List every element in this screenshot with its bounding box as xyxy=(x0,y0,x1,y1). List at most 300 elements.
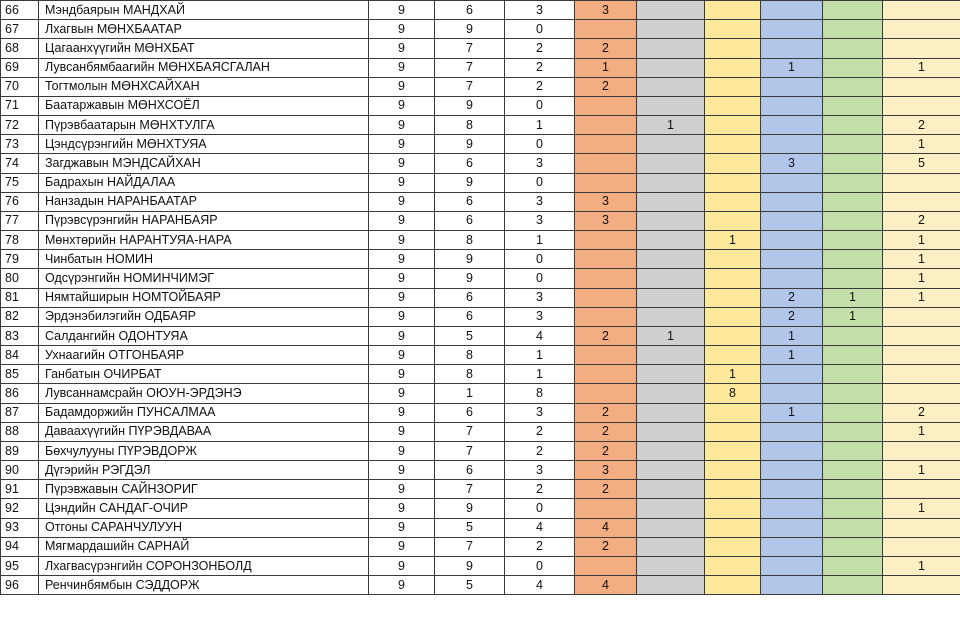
student-name: Лхагвасүрэнгийн СОРОНЗОНБОЛД xyxy=(39,556,369,575)
absent-count: 0 xyxy=(505,556,575,575)
category-3-cell xyxy=(705,422,761,441)
row-number: 96 xyxy=(1,576,39,595)
absent-count: 2 xyxy=(505,441,575,460)
category-4-cell xyxy=(761,116,823,135)
total-count: 9 xyxy=(369,365,435,384)
student-name: Отгоны САРАНЧУЛУУН xyxy=(39,518,369,537)
row-number: 79 xyxy=(1,250,39,269)
total-count: 9 xyxy=(369,77,435,96)
table-row xyxy=(1,461,960,480)
table-row xyxy=(1,77,960,96)
category-4-cell xyxy=(761,365,823,384)
category-1-cell: 4 xyxy=(575,576,637,595)
category-4-cell: 3 xyxy=(761,154,823,173)
category-5-cell xyxy=(823,192,883,211)
category-4-cell xyxy=(761,422,823,441)
total-count: 9 xyxy=(369,403,435,422)
category-1-cell xyxy=(575,116,637,135)
total-count: 9 xyxy=(369,58,435,77)
table-row xyxy=(1,576,960,595)
absent-count: 3 xyxy=(505,154,575,173)
category-1-cell xyxy=(575,135,637,154)
category-1-cell xyxy=(575,499,637,518)
table-row xyxy=(1,58,960,77)
student-name: Ренчинбямбын СЭДДОРЖ xyxy=(39,576,369,595)
category-6-cell: 1 xyxy=(883,269,960,288)
category-2-cell xyxy=(637,135,705,154)
category-6-cell: 5 xyxy=(883,154,960,173)
table-row xyxy=(1,173,960,192)
category-5-cell xyxy=(823,422,883,441)
row-number: 72 xyxy=(1,116,39,135)
category-1-cell: 2 xyxy=(575,39,637,58)
category-5-cell xyxy=(823,173,883,192)
category-1-cell xyxy=(575,154,637,173)
category-3-cell xyxy=(705,58,761,77)
present-count: 5 xyxy=(435,518,505,537)
category-2-cell xyxy=(637,576,705,595)
row-number: 93 xyxy=(1,518,39,537)
category-6-cell xyxy=(883,384,960,403)
category-3-cell: 1 xyxy=(705,231,761,250)
table-row xyxy=(1,403,960,422)
table-row xyxy=(1,480,960,499)
category-1-cell xyxy=(575,556,637,575)
present-count: 6 xyxy=(435,1,505,20)
category-6-cell xyxy=(883,537,960,556)
table-row xyxy=(1,556,960,575)
category-3-cell xyxy=(705,211,761,230)
present-count: 8 xyxy=(435,365,505,384)
total-count: 9 xyxy=(369,192,435,211)
category-4-cell xyxy=(761,250,823,269)
category-5-cell xyxy=(823,576,883,595)
category-2-cell xyxy=(637,250,705,269)
category-2-cell xyxy=(637,556,705,575)
category-3-cell xyxy=(705,288,761,307)
present-count: 7 xyxy=(435,39,505,58)
category-2-cell xyxy=(637,346,705,365)
row-number: 78 xyxy=(1,231,39,250)
category-1-cell: 2 xyxy=(575,77,637,96)
student-name: Бөхчулууны ПҮРЭВДОРЖ xyxy=(39,441,369,460)
present-count: 8 xyxy=(435,231,505,250)
category-3-cell: 8 xyxy=(705,384,761,403)
table-row xyxy=(1,154,960,173)
category-2-cell xyxy=(637,480,705,499)
student-name: Лхагвын МӨНХБААТАР xyxy=(39,20,369,39)
category-3-cell xyxy=(705,269,761,288)
absent-count: 2 xyxy=(505,537,575,556)
category-1-cell xyxy=(575,365,637,384)
category-1-cell xyxy=(575,384,637,403)
category-1-cell: 2 xyxy=(575,403,637,422)
category-5-cell xyxy=(823,403,883,422)
category-1-cell: 2 xyxy=(575,326,637,345)
category-6-cell: 1 xyxy=(883,250,960,269)
category-4-cell xyxy=(761,135,823,154)
absent-count: 4 xyxy=(505,326,575,345)
category-6-cell xyxy=(883,441,960,460)
category-6-cell xyxy=(883,576,960,595)
category-1-cell xyxy=(575,269,637,288)
absent-count: 2 xyxy=(505,422,575,441)
present-count: 7 xyxy=(435,480,505,499)
category-2-cell xyxy=(637,1,705,20)
category-4-cell xyxy=(761,480,823,499)
absent-count: 1 xyxy=(505,365,575,384)
category-2-cell xyxy=(637,39,705,58)
row-number: 91 xyxy=(1,480,39,499)
table-row xyxy=(1,211,960,230)
category-6-cell xyxy=(883,173,960,192)
category-3-cell xyxy=(705,556,761,575)
category-5-cell xyxy=(823,499,883,518)
row-number: 66 xyxy=(1,1,39,20)
absent-count: 0 xyxy=(505,499,575,518)
category-1-cell xyxy=(575,346,637,365)
category-3-cell xyxy=(705,96,761,115)
row-number: 74 xyxy=(1,154,39,173)
total-count: 9 xyxy=(369,499,435,518)
row-number: 76 xyxy=(1,192,39,211)
total-count: 9 xyxy=(369,556,435,575)
present-count: 6 xyxy=(435,307,505,326)
category-3-cell xyxy=(705,1,761,20)
category-3-cell xyxy=(705,192,761,211)
category-1-cell: 2 xyxy=(575,537,637,556)
absent-count: 3 xyxy=(505,211,575,230)
row-number: 81 xyxy=(1,288,39,307)
absent-count: 1 xyxy=(505,116,575,135)
category-5-cell xyxy=(823,384,883,403)
category-5-cell xyxy=(823,116,883,135)
table-row xyxy=(1,537,960,556)
student-name: Тогтмолын МӨНХСАЙХАН xyxy=(39,77,369,96)
present-count: 9 xyxy=(435,556,505,575)
row-number: 95 xyxy=(1,556,39,575)
category-4-cell xyxy=(761,518,823,537)
category-4-cell xyxy=(761,173,823,192)
row-number: 69 xyxy=(1,58,39,77)
total-count: 9 xyxy=(369,441,435,460)
category-6-cell xyxy=(883,77,960,96)
row-number: 90 xyxy=(1,461,39,480)
present-count: 6 xyxy=(435,403,505,422)
total-count: 9 xyxy=(369,135,435,154)
category-4-cell: 1 xyxy=(761,346,823,365)
category-1-cell: 3 xyxy=(575,461,637,480)
absent-count: 8 xyxy=(505,384,575,403)
student-name: Мэндбаярын МАНДХАЙ xyxy=(39,1,369,20)
table-row xyxy=(1,307,960,326)
student-name: Баатаржавын МӨНХСОЁЛ xyxy=(39,96,369,115)
student-name: Ухнаагийн ОТГОНБАЯР xyxy=(39,346,369,365)
category-2-cell xyxy=(637,231,705,250)
table-row xyxy=(1,441,960,460)
table-row xyxy=(1,499,960,518)
total-count: 9 xyxy=(369,269,435,288)
category-4-cell xyxy=(761,269,823,288)
category-6-cell xyxy=(883,365,960,384)
category-5-cell xyxy=(823,537,883,556)
table-row xyxy=(1,250,960,269)
table-row xyxy=(1,346,960,365)
present-count: 9 xyxy=(435,96,505,115)
present-count: 8 xyxy=(435,116,505,135)
category-2-cell xyxy=(637,211,705,230)
category-4-cell xyxy=(761,20,823,39)
category-3-cell: 1 xyxy=(705,365,761,384)
student-name: Лувсанбямбаагийн МӨНХБАЯСГАЛАН xyxy=(39,58,369,77)
absent-count: 0 xyxy=(505,96,575,115)
category-6-cell xyxy=(883,518,960,537)
total-count: 9 xyxy=(369,154,435,173)
category-5-cell xyxy=(823,326,883,345)
absent-count: 3 xyxy=(505,461,575,480)
category-6-cell: 1 xyxy=(883,288,960,307)
present-count: 5 xyxy=(435,326,505,345)
present-count: 9 xyxy=(435,20,505,39)
category-4-cell xyxy=(761,556,823,575)
row-number: 92 xyxy=(1,499,39,518)
table-row xyxy=(1,96,960,115)
table-row xyxy=(1,422,960,441)
category-4-cell xyxy=(761,39,823,58)
row-number: 85 xyxy=(1,365,39,384)
student-name: Дүгэрийн РЭГДЭЛ xyxy=(39,461,369,480)
watermark: МОНГОЛ УЛСЫН ИХ СУРГУ xyxy=(740,598,910,612)
category-2-cell: 1 xyxy=(637,326,705,345)
category-3-cell xyxy=(705,537,761,556)
total-count: 9 xyxy=(369,537,435,556)
table-row xyxy=(1,518,960,537)
student-name: Пүрэвжавын САЙНЗОРИГ xyxy=(39,480,369,499)
category-4-cell: 1 xyxy=(761,58,823,77)
category-6-cell: 2 xyxy=(883,211,960,230)
table-row xyxy=(1,365,960,384)
category-1-cell: 2 xyxy=(575,480,637,499)
absent-count: 2 xyxy=(505,480,575,499)
table-row xyxy=(1,20,960,39)
row-number: 75 xyxy=(1,173,39,192)
category-5-cell xyxy=(823,556,883,575)
category-4-cell xyxy=(761,96,823,115)
absent-count: 0 xyxy=(505,173,575,192)
category-6-cell: 1 xyxy=(883,58,960,77)
table-row xyxy=(1,326,960,345)
category-1-cell xyxy=(575,173,637,192)
student-name: Мөнхтөрийн НАРАНТУЯА-НАРА xyxy=(39,231,369,250)
category-4-cell xyxy=(761,441,823,460)
category-5-cell xyxy=(823,20,883,39)
category-4-cell xyxy=(761,576,823,595)
category-5-cell xyxy=(823,58,883,77)
present-count: 7 xyxy=(435,58,505,77)
category-5-cell xyxy=(823,39,883,58)
category-2-cell xyxy=(637,154,705,173)
category-2-cell xyxy=(637,384,705,403)
category-3-cell xyxy=(705,461,761,480)
row-number: 82 xyxy=(1,307,39,326)
absent-count: 1 xyxy=(505,231,575,250)
category-5-cell xyxy=(823,135,883,154)
present-count: 6 xyxy=(435,154,505,173)
absent-count: 1 xyxy=(505,346,575,365)
row-number: 68 xyxy=(1,39,39,58)
category-3-cell xyxy=(705,326,761,345)
category-2-cell xyxy=(637,20,705,39)
row-number: 73 xyxy=(1,135,39,154)
category-6-cell xyxy=(883,1,960,20)
category-1-cell xyxy=(575,288,637,307)
category-3-cell xyxy=(705,576,761,595)
category-1-cell xyxy=(575,231,637,250)
category-1-cell: 3 xyxy=(575,192,637,211)
category-1-cell xyxy=(575,307,637,326)
total-count: 9 xyxy=(369,20,435,39)
category-5-cell xyxy=(823,346,883,365)
category-3-cell xyxy=(705,135,761,154)
category-1-cell: 3 xyxy=(575,1,637,20)
student-name: Лувсаннамсрайн ОЮУН-ЭРДЭНЭ xyxy=(39,384,369,403)
category-4-cell xyxy=(761,461,823,480)
category-5-cell xyxy=(823,441,883,460)
total-count: 9 xyxy=(369,326,435,345)
total-count: 9 xyxy=(369,576,435,595)
category-6-cell: 1 xyxy=(883,461,960,480)
category-2-cell xyxy=(637,422,705,441)
category-5-cell xyxy=(823,518,883,537)
student-name: Ганбатын ОЧИРБАТ xyxy=(39,365,369,384)
category-6-cell: 1 xyxy=(883,422,960,441)
absent-count: 3 xyxy=(505,288,575,307)
student-name: Цагаанхүүгийн МӨНХБАТ xyxy=(39,39,369,58)
category-2-cell xyxy=(637,403,705,422)
category-2-cell xyxy=(637,461,705,480)
category-3-cell xyxy=(705,480,761,499)
category-4-cell: 2 xyxy=(761,307,823,326)
category-6-cell xyxy=(883,480,960,499)
student-name: Даваахүүгийн ПҮРЭВДАВАА xyxy=(39,422,369,441)
category-3-cell xyxy=(705,518,761,537)
student-name: Бадамдоржийн ПУНСАЛМАА xyxy=(39,403,369,422)
category-5-cell xyxy=(823,211,883,230)
table-row xyxy=(1,116,960,135)
present-count: 9 xyxy=(435,250,505,269)
category-3-cell xyxy=(705,346,761,365)
table-row xyxy=(1,269,960,288)
absent-count: 0 xyxy=(505,20,575,39)
total-count: 9 xyxy=(369,480,435,499)
row-number: 80 xyxy=(1,269,39,288)
row-number: 71 xyxy=(1,96,39,115)
total-count: 9 xyxy=(369,116,435,135)
category-2-cell xyxy=(637,173,705,192)
category-5-cell xyxy=(823,77,883,96)
absent-count: 3 xyxy=(505,192,575,211)
present-count: 6 xyxy=(435,211,505,230)
table-body xyxy=(1,1,960,595)
category-6-cell: 2 xyxy=(883,116,960,135)
student-name: Эрдэнэбилэгийн ОДБАЯР xyxy=(39,307,369,326)
category-2-cell xyxy=(637,192,705,211)
category-6-cell xyxy=(883,346,960,365)
category-3-cell xyxy=(705,250,761,269)
total-count: 9 xyxy=(369,518,435,537)
category-6-cell: 1 xyxy=(883,231,960,250)
category-4-cell: 2 xyxy=(761,288,823,307)
category-6-cell: 1 xyxy=(883,556,960,575)
absent-count: 0 xyxy=(505,250,575,269)
category-2-cell xyxy=(637,77,705,96)
category-1-cell xyxy=(575,96,637,115)
present-count: 9 xyxy=(435,269,505,288)
row-number: 86 xyxy=(1,384,39,403)
present-count: 7 xyxy=(435,77,505,96)
absent-count: 3 xyxy=(505,307,575,326)
category-3-cell xyxy=(705,173,761,192)
student-name: Цэндийн САНДАГ-ОЧИР xyxy=(39,499,369,518)
category-1-cell: 2 xyxy=(575,422,637,441)
present-count: 8 xyxy=(435,346,505,365)
category-1-cell: 1 xyxy=(575,58,637,77)
row-number: 67 xyxy=(1,20,39,39)
row-number: 70 xyxy=(1,77,39,96)
category-5-cell xyxy=(823,154,883,173)
student-name: Загджавын МЭНДСАЙХАН xyxy=(39,154,369,173)
category-1-cell: 4 xyxy=(575,518,637,537)
category-4-cell xyxy=(761,77,823,96)
category-6-cell xyxy=(883,20,960,39)
absent-count: 0 xyxy=(505,269,575,288)
category-2-cell: 1 xyxy=(637,116,705,135)
table-row xyxy=(1,384,960,403)
category-3-cell xyxy=(705,20,761,39)
row-number: 84 xyxy=(1,346,39,365)
category-2-cell xyxy=(637,58,705,77)
present-count: 6 xyxy=(435,192,505,211)
category-3-cell xyxy=(705,77,761,96)
table-row xyxy=(1,39,960,58)
total-count: 9 xyxy=(369,1,435,20)
category-3-cell xyxy=(705,154,761,173)
category-2-cell xyxy=(637,441,705,460)
student-name: Нанзадын НАРАНБААТАР xyxy=(39,192,369,211)
category-5-cell xyxy=(823,231,883,250)
category-5-cell xyxy=(823,461,883,480)
category-5-cell xyxy=(823,96,883,115)
category-4-cell xyxy=(761,384,823,403)
category-5-cell xyxy=(823,250,883,269)
category-4-cell xyxy=(761,1,823,20)
student-name: Нямтайширын НОМТОЙБАЯР xyxy=(39,288,369,307)
category-4-cell xyxy=(761,192,823,211)
category-3-cell xyxy=(705,403,761,422)
category-3-cell xyxy=(705,499,761,518)
absent-count: 2 xyxy=(505,58,575,77)
category-4-cell: 1 xyxy=(761,403,823,422)
category-4-cell: 1 xyxy=(761,326,823,345)
present-count: 7 xyxy=(435,422,505,441)
category-5-cell xyxy=(823,269,883,288)
total-count: 9 xyxy=(369,173,435,192)
present-count: 6 xyxy=(435,288,505,307)
category-5-cell xyxy=(823,480,883,499)
category-6-cell xyxy=(883,192,960,211)
category-6-cell xyxy=(883,326,960,345)
student-name: Салдангийн ОДОНТУЯА xyxy=(39,326,369,345)
